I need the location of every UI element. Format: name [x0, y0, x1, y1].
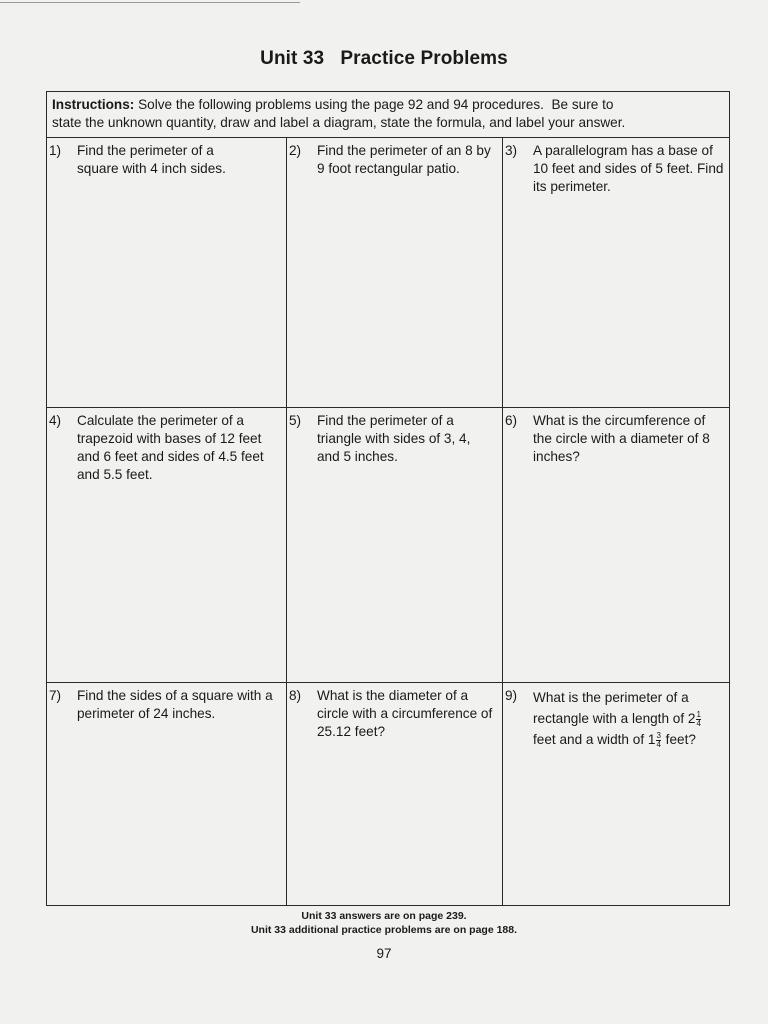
problem-cell-8 [287, 683, 502, 905]
problem-number: 3) [505, 143, 518, 158]
instructions-line2: state the unknown quantity, draw and label a diagram, state the formula, and label your answer. [52, 115, 626, 130]
problem-number: 6) [505, 413, 518, 428]
top-rule [0, 2, 300, 3]
problem-number: 1) [49, 143, 62, 158]
problem-text-part: What is the perimeter of a rectangle with a length of 2 [533, 690, 696, 726]
problem-cell-3 [503, 138, 729, 407]
problem-text: Find the perimeter of a square with 4 inch sides. [77, 143, 226, 176]
problem-number: 5) [289, 413, 302, 428]
instructions-box [47, 92, 729, 138]
problem-text: What is the diameter of a circle with a circumference of 25.12 feet? [317, 688, 493, 739]
fraction-denominator: 4 [656, 739, 661, 749]
problem-cell-6 [503, 408, 729, 682]
fraction-denominator: 4 [696, 718, 701, 728]
fraction-three-quarters [656, 732, 660, 749]
additional-practice-note: Unit 33 additional practice problems are on page 188. [250, 924, 518, 936]
instructions-label: Instructions: [52, 97, 135, 112]
problem-text [533, 687, 725, 750]
fraction-numerator: 1 [696, 709, 701, 719]
problem-text-part: feet? [661, 732, 696, 747]
problem-number: 8) [289, 688, 302, 703]
problem-text: A parallelogram has a base of 10 feet and sides of 5 feet. Find its perimeter. [533, 143, 724, 194]
problem-text: Find the sides of a square with a perimeter of 24 inches. [77, 688, 273, 721]
fraction-numerator: 3 [656, 730, 661, 740]
problem-cell-5 [287, 408, 502, 682]
problem-number: 9) [505, 688, 518, 703]
problem-text: Find the perimeter of a triangle with sides of 3, 4, and 5 inches. [317, 413, 471, 464]
problem-text-part: feet and a width of 1 [533, 711, 706, 747]
problems-grid [47, 138, 729, 905]
problem-text: What is the circumference of the circle with a diameter of 8 inches? [533, 413, 710, 464]
fraction-one-quarter [696, 711, 700, 728]
problem-cell-4 [47, 408, 286, 682]
problem-text: Find the perimeter of an 8 by 9 foot rectangular patio. [317, 143, 491, 176]
instructions-line1: Solve the following problems using the page 92 and 94 procedures. Be sure to [134, 97, 614, 112]
answers-note: Unit 33 answers are on page 239. [301, 910, 467, 922]
problem-cell-9 [503, 683, 729, 905]
problem-cell-2 [287, 138, 502, 407]
problem-number: 2) [289, 143, 302, 158]
problem-cell-7 [47, 683, 286, 905]
page-number: 97 [376, 946, 392, 961]
problem-number: 4) [49, 413, 62, 428]
problem-text: Calculate the perimeter of a trapezoid with bases of 12 feet and 6 feet and sides of 4.5 feet and 5.5 feet. [77, 413, 264, 482]
problem-cell-1 [47, 138, 286, 407]
page-title: Unit 33 Practice Problems [260, 48, 508, 69]
worksheet-table [46, 91, 730, 906]
problem-number: 7) [49, 688, 62, 703]
